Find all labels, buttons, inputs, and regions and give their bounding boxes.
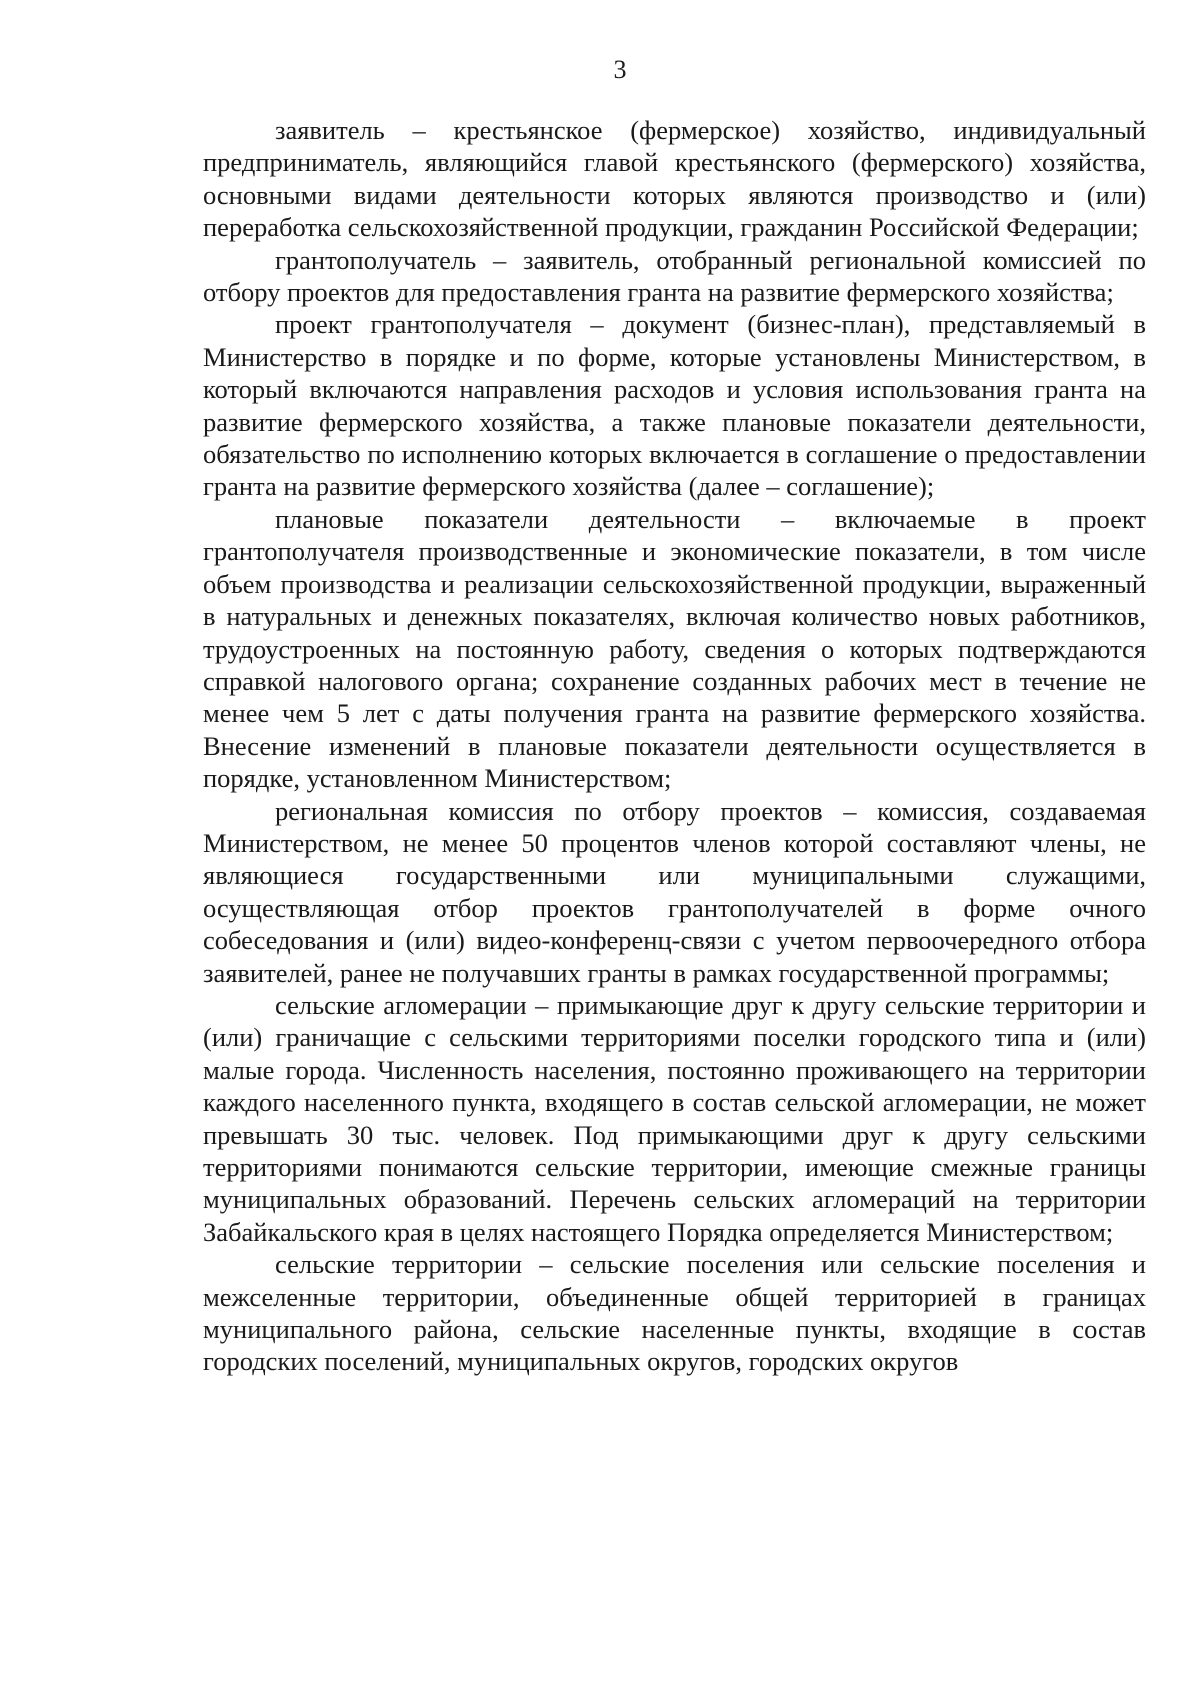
definition-planned-indicators: плановые показатели деятельности – включаемые в проект грантополучателя производственные и экономические показатели, в том числе объем производства и реализации сельскохозяйственной продукции, выраженный в натуральных и денежных показателях, включая количество новых работников, трудоустроенных на постоянную работу, сведения о которых подтверждаются справкой налогового органа; сохранение созданных рабочих мест в течение не менее чем 5 лет с даты получения гранта на развитие фермерского хозяйства. Внесение изменений в плановые показатели деятельности осуществляется в порядке, установленном Министерством; [203, 503, 1146, 794]
document-body [203, 114, 1146, 1378]
definition-recipient-project: проект грантополучателя – документ (бизнес-план), представляемый в Министерство в порядке и по форме, которые установлены Министерством, в который включаются направления расходов и условия использования гранта на развитие фермерского хозяйства, а также плановые показатели деятельности, обязательство по исполнению которых включается в соглашение о предоставлении гранта на развитие фермерского хозяйства (далее – соглашение); [203, 309, 1146, 502]
definition-rural-agglomerations: сельские агломерации – примыкающие друг к другу сельские территории и (или) граничащие с сельскими территориями поселки городского типа и (или) малые города. Численность населения, постоянно проживающего на территории каждого населенного пункта, входящего в состав сельской агломерации, не может превышать 30 тыс. человек. Под примыкающими друг к другу сельскими территориями понимаются сельские территории, имеющие смежные границы муниципальных образований. Перечень сельских агломераций на территории Забайкальского края в целях настоящего Порядка определяется Министерством; [203, 989, 1146, 1247]
definition-applicant: заявитель – крестьянское (фермерское) хозяйство, индивидуальный предприниматель, являющийся главой крестьянского (фермерского) хозяйства, основными видами деятельности которых являются производство и (или) переработка сельскохозяйственной продукции, гражданин Российской Федерации; [203, 115, 1146, 243]
definition-grant-recipient: грантополучатель – заявитель, отобранный региональной комиссией по отбору проектов для предоставления гранта на развитие фермерского хозяйства; [203, 244, 1146, 308]
page-number: 3 [613, 55, 627, 84]
definition-rural-territories: сельские территории – сельские поселения или сельские поселения и межселенные территории, объединенные общей территорией в границах муниципального района, сельские населенные пункты, входящие в состав городских поселений, муниципальных округов, городских округов [203, 1249, 1146, 1377]
definition-regional-commission: региональная комиссия по отбору проектов – комиссия, создаваемая Министерством, не менее 50 процентов членов которой составляют члены, не являющиеся государственными или муниципальными служащими, осуществляющая отбор проектов грантополучателей в форме очного собеседования и (или) видео-конференц-связи с учетом первоочередного отбора заявителей, ранее не получавших гранты в рамках государственной программы; [203, 795, 1146, 988]
